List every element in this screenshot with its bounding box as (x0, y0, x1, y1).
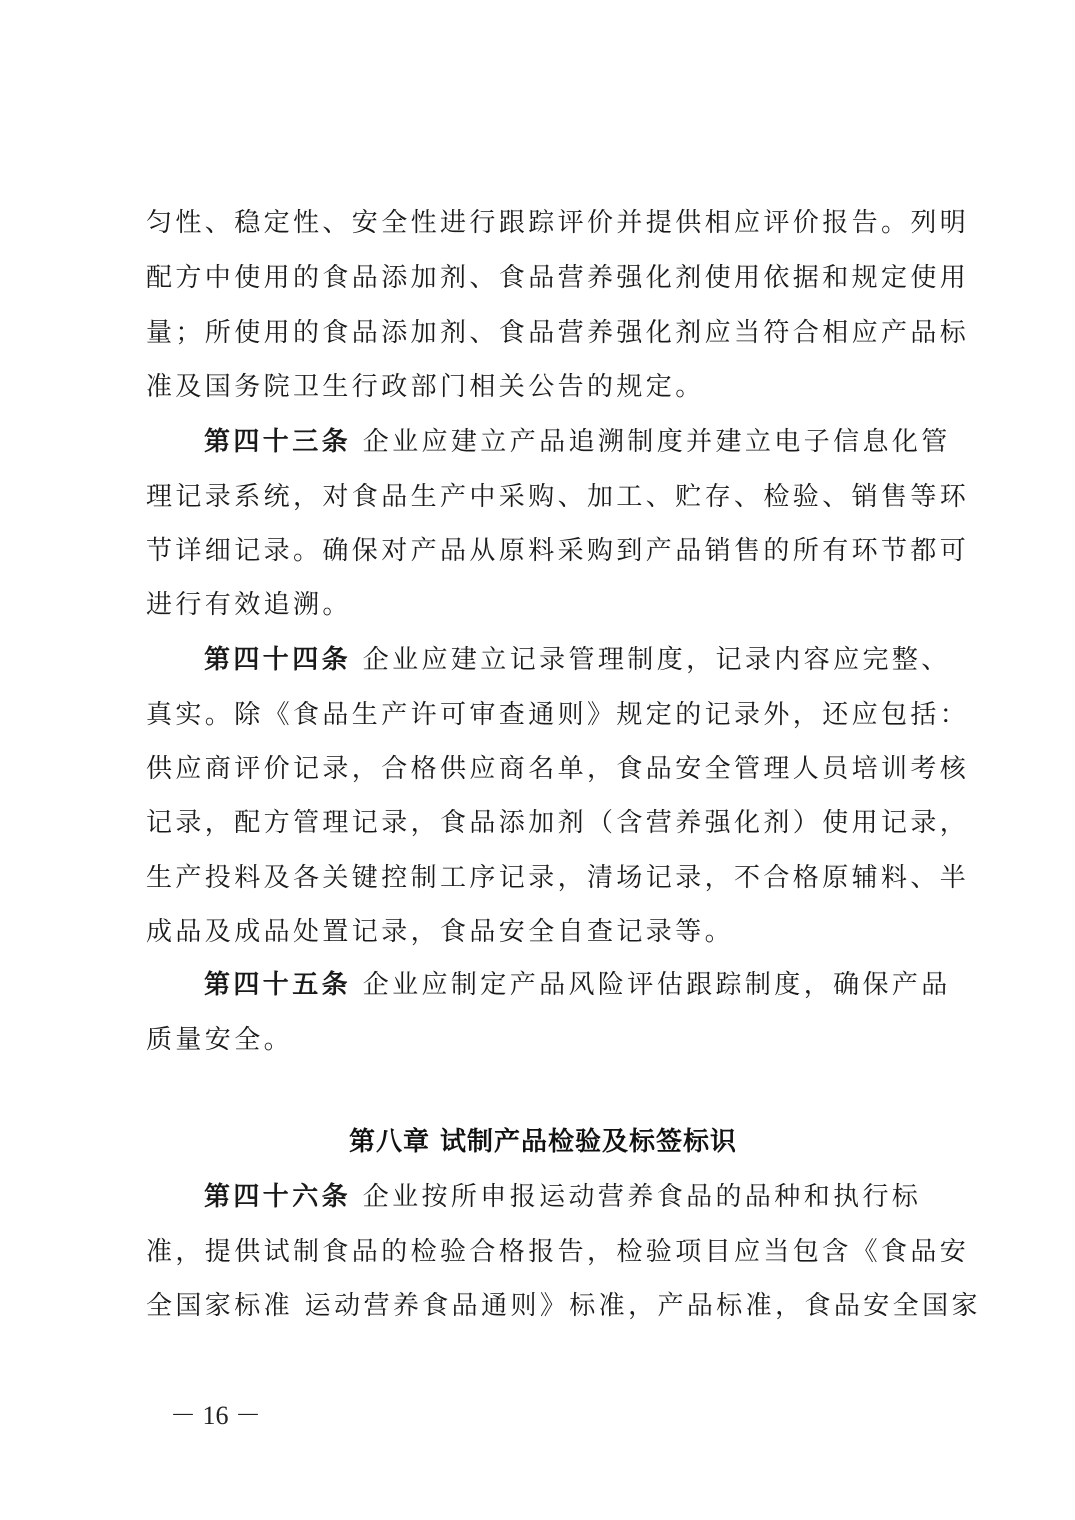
article-text: 企业按所申报运动营养食品的品种和执行标 (362, 1182, 922, 1212)
paragraph-line: 记录，配方管理记录，食品添加剂（含营养强化剂）使用记录， (146, 808, 970, 838)
article-44-first-line (204, 642, 1004, 678)
paragraph-line: 供应商评价记录，合格供应商名单，食品安全管理人员培训考核 (146, 754, 970, 784)
article-number: 第四十三条 (204, 427, 352, 457)
page-number: － 16 － (170, 1401, 262, 1430)
paragraph-line: 真实。除《食品生产许可审查通则》规定的记录外，还应包括： (146, 700, 970, 730)
paragraph-line: 准，提供试制食品的检验合格报告，检验项目应当包含《食品安 (146, 1237, 970, 1267)
paragraph-line: 节详细记录。确保对产品从原料采购到产品销售的所有环节都可 (146, 536, 970, 566)
article-45-first-line (204, 967, 1004, 1003)
article-text: 企业应建立产品追溯制度并建立电子信息化管 (362, 427, 951, 457)
chapter-heading: 第八章 试制产品检验及标签标识 (348, 1127, 738, 1157)
article-text: 企业应建立记录管理制度，记录内容应完整、 (362, 645, 951, 675)
paragraph-line: 生产投料及各关键控制工序记录，清场记录，不合格原辅料、半 (146, 863, 970, 893)
paragraph-line: 进行有效追溯。 (146, 590, 352, 620)
paragraph-line: 准及国务院卫生行政部门相关公告的规定。 (146, 372, 705, 402)
paragraph-line: 量；所使用的食品添加剂、食品营养强化剂应当符合相应产品标 (146, 318, 970, 348)
article-number: 第四十四条 (204, 645, 352, 675)
article-43-first-line (204, 424, 1004, 460)
article-46-first-line (204, 1179, 1004, 1215)
article-text: 企业应制定产品风险评估跟踪制度，确保产品 (362, 970, 951, 1000)
paragraph-line: 配方中使用的食品添加剂、食品营养强化剂使用依据和规定使用 (146, 263, 970, 293)
paragraph-line: 质量安全。 (146, 1025, 294, 1055)
article-number: 第四十五条 (204, 970, 352, 1000)
paragraph-line: 理记录系统，对食品生产中采购、加工、贮存、检验、销售等环 (146, 482, 970, 512)
paragraph-line: 成品及成品处置记录，食品安全自查记录等。 (146, 917, 735, 947)
article-number: 第四十六条 (204, 1182, 352, 1212)
paragraph-line: 全国家标准 运动营养食品通则》标准，产品标准，食品安全国家 (146, 1291, 981, 1321)
paragraph-line: 匀性、稳定性、安全性进行跟踪评价并提供相应评价报告。列明 (146, 208, 970, 238)
